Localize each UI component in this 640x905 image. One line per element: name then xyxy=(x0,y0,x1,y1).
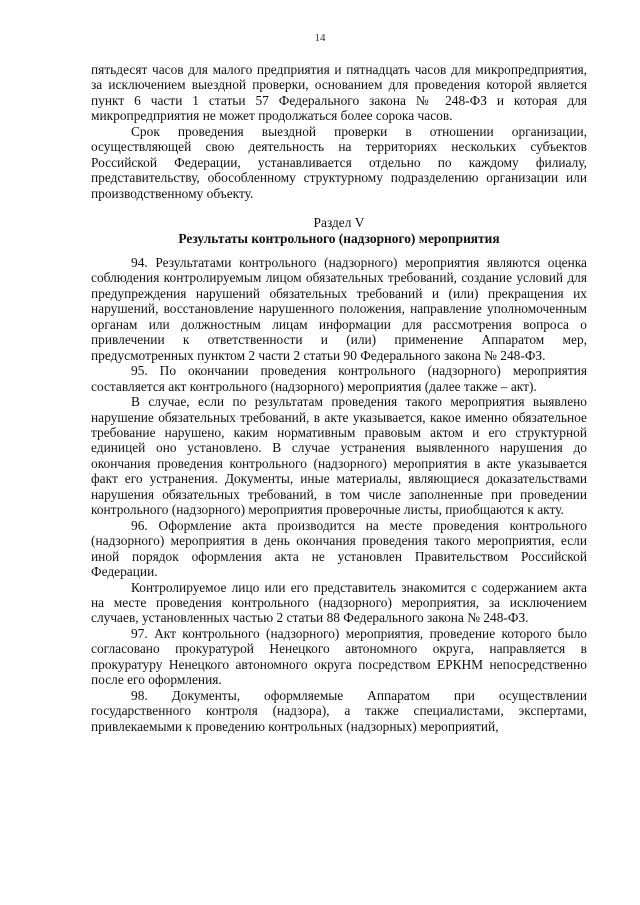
paragraph-94: 94. Результатами контрольного (надзорного) мероприятия являются оценка соблюдения контролируемым лицом обязательных требований, создание условий для предупреждения нарушений обязательных требований и (или) прекращения их нарушений, восстановление нарушенного положения, направление уполномоченным органам или должностным лицам информации для рассмотрения вопроса о привлечении к ответственности и (или) применение Аппаратом мер, предусмотренных пунктом 2 части 2 статьи 90 Федерального закона № 248-ФЗ. xyxy=(91,254,587,363)
page-text xyxy=(91,62,587,734)
section-title: Раздел V xyxy=(313,215,365,231)
section-subtitle: Результаты контрольного (надзорного) мероприятия xyxy=(178,230,500,246)
paragraph-inspection-term: Срок проведения выездной проверки в отношении организации, осуществляющей свою деятельность на территориях нескольких субъектов Российской Федерации, устанавливается отдельно по каждому филиалу, представительству, обособленному структурному подразделению организации или производственному объекту. xyxy=(91,123,587,201)
paragraph-98: 98. Документы, оформляемые Аппаратом при осуществлении государственного контроля (надзора), а также специалистами, экспертами, привлекаемыми к проведению контрольных (надзорных) мероприятий, xyxy=(91,687,587,734)
paragraph-97: 97. Акт контрольного (надзорного) мероприятия, проведение которого было согласовано прокуратурой Ненецкого автономного округа, направляется в прокуратуру Ненецкого автономного округа посредством ЕРКНМ непосредственно после его оформления. xyxy=(91,625,587,688)
paragraph-95-violations: В случае, если по результатам проведения такого мероприятия выявлено нарушение обязательных требований, в акте указывается, какое именно обязательное требование нарушено, каким нормативным правовым актом и его структурной единицей оно установлено. В случае устранения выявленного нарушения до окончания проведения контрольного (надзорного) мероприятия в акте указывается факт его устранения. Документы, иные материалы, являющиеся доказательствами нарушения обязательных требований, в том числе заполненные при проведении контрольного (надзорного) мероприятия проверочные листы, приобщаются к акту. xyxy=(91,394,587,518)
paragraph-continuation: пятьдесят часов для малого предприятия и пятнадцать часов для микропредприятия, за исключением выездной проверки, основанием для проведения которой является пункт 6 части 1 статьи 57 Федерального закона № 248-ФЗ и которая для микропредприятия не может продолжаться более сорока часов. xyxy=(91,62,587,124)
paragraph-95: 95. По окончании проведения контрольного (надзорного) мероприятия составляется акт контрольного (надзорного) мероприятия (далее также – акт). xyxy=(91,363,587,394)
page-number: 14 xyxy=(314,32,326,44)
paragraph-96: 96. Оформление акта производится на месте проведения контрольного (надзорного) мероприятия в день окончания проведения такого мероприятия, если иной порядок оформления акта не установлен Правительством Российской Федерации. xyxy=(91,517,587,580)
paragraph-96-representative: Контролируемое лицо или его представитель знакомится с содержанием акта на месте проведения контрольного (надзорного) мероприятия, за исключением случаев, установленных частью 2 статьи 88 Федерального закона № 248-ФЗ. xyxy=(91,579,587,626)
